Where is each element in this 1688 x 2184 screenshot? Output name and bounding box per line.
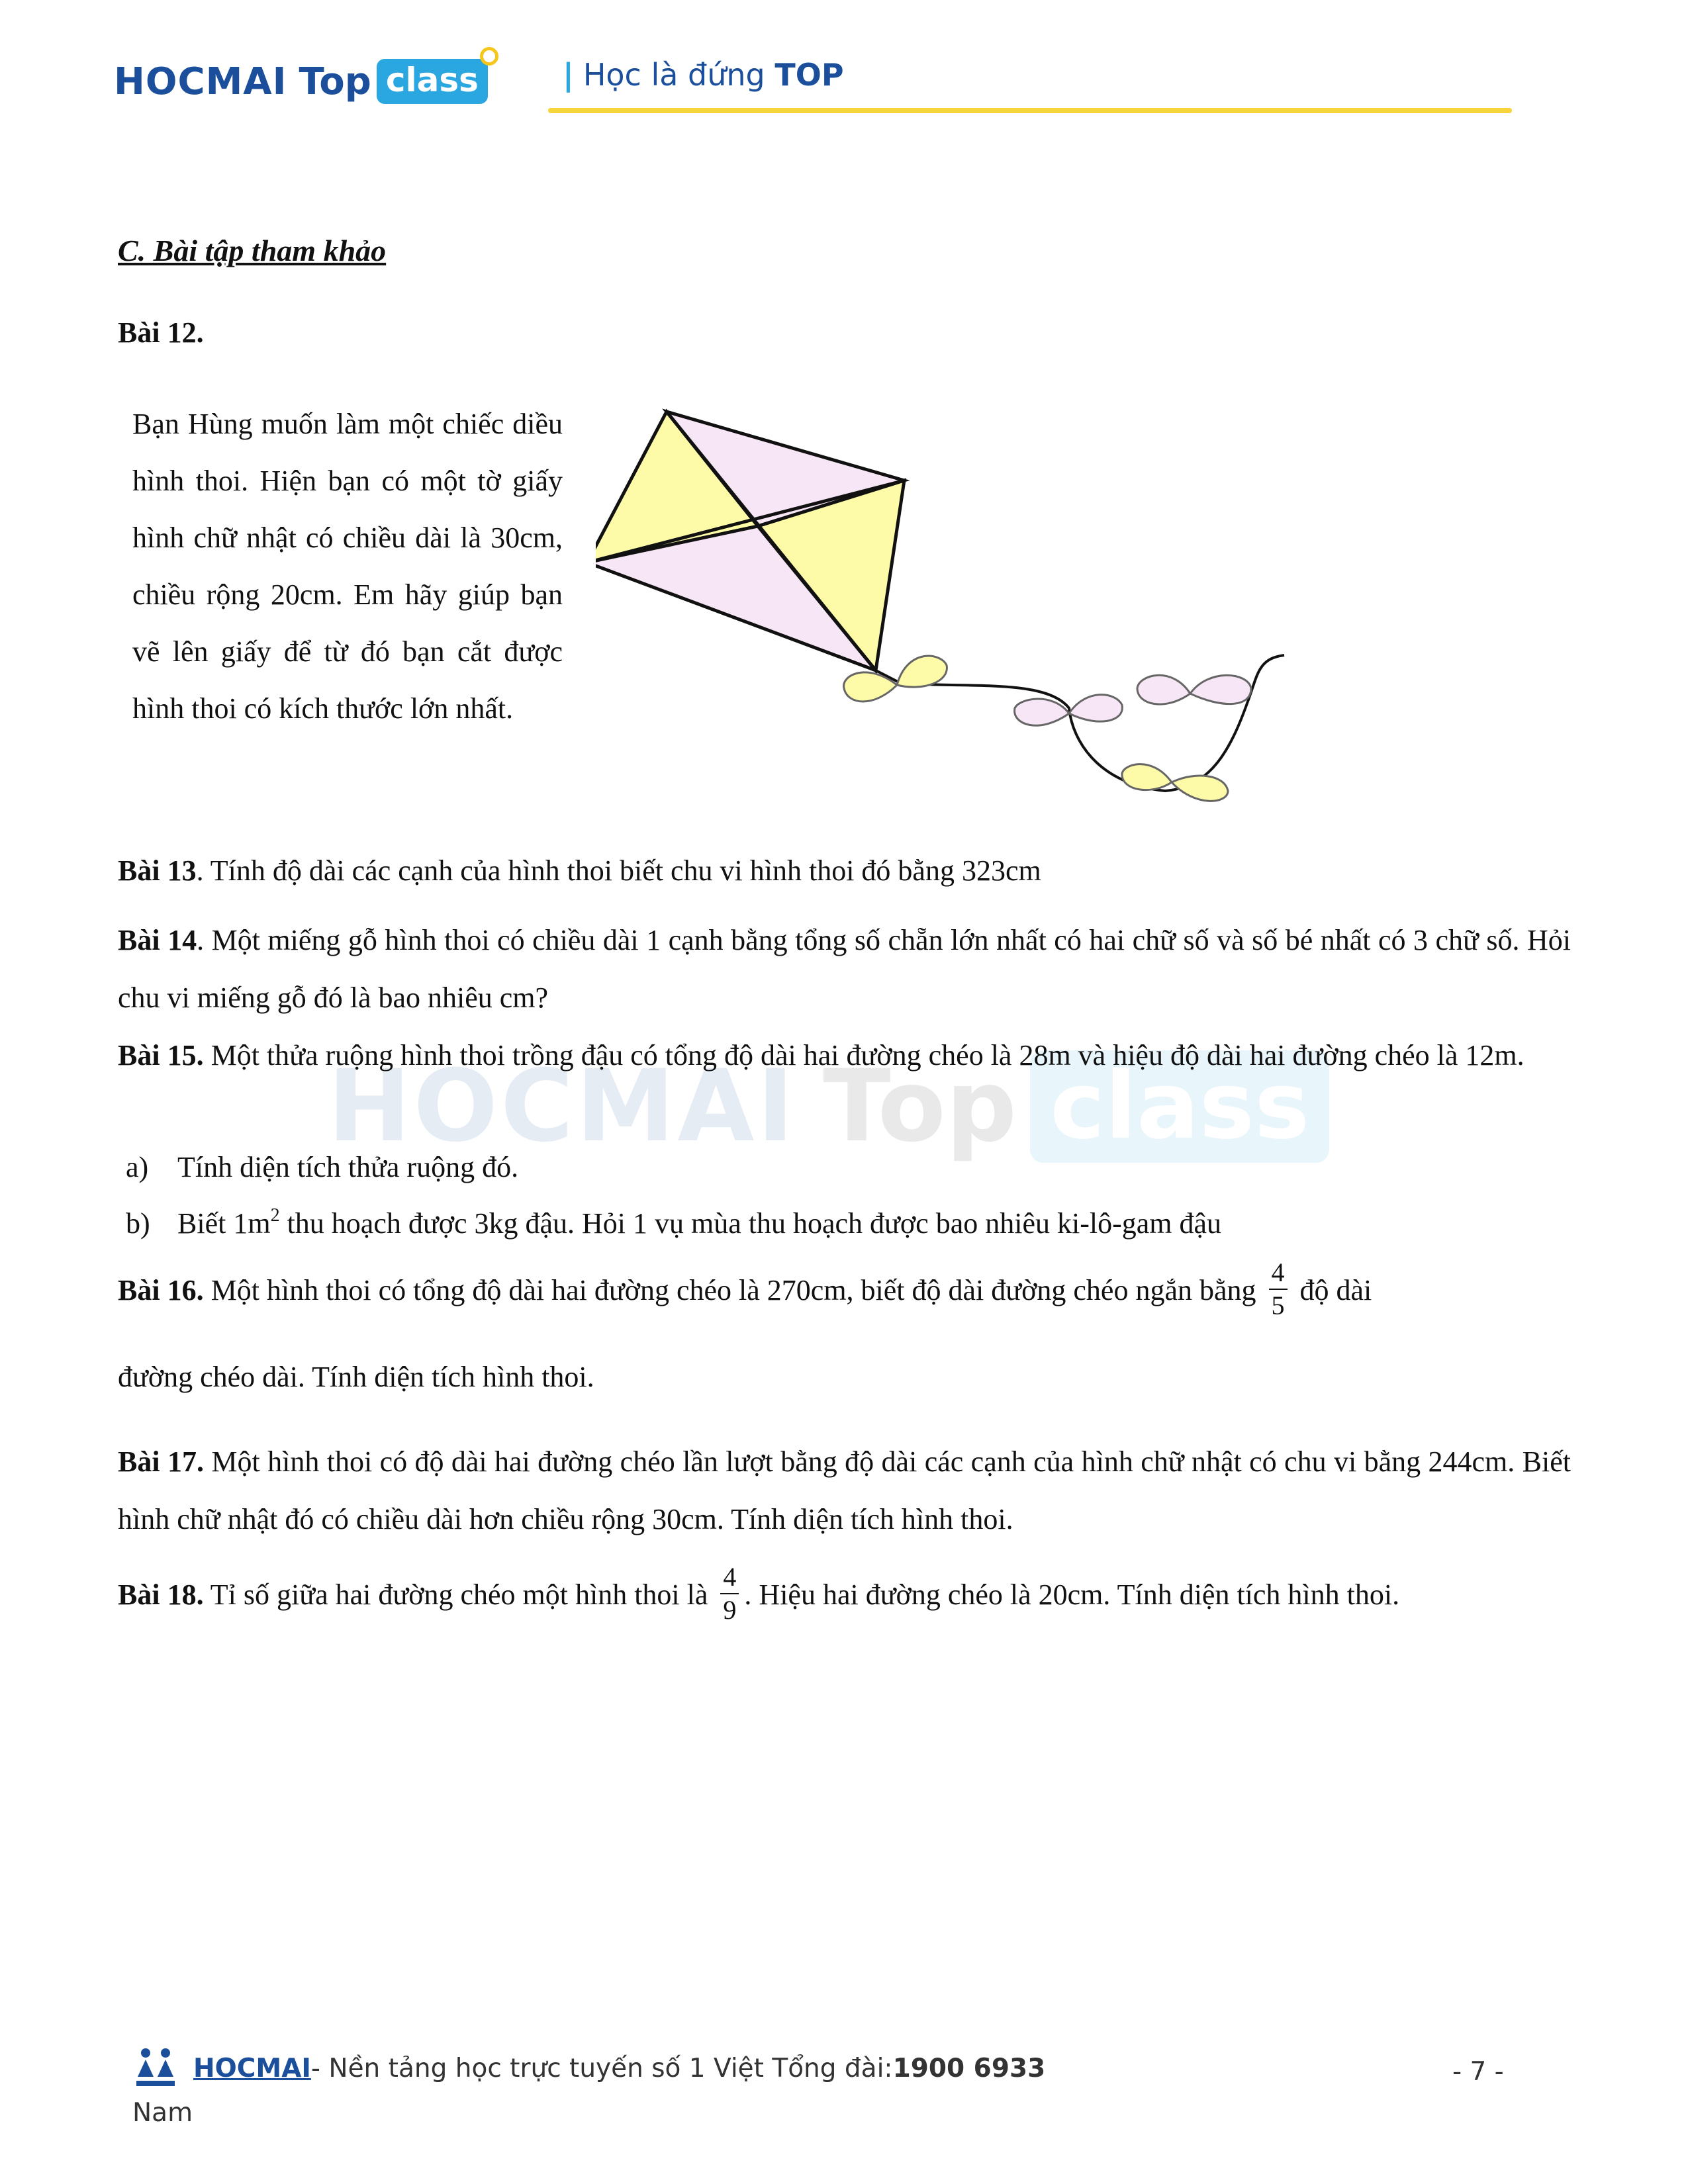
logo-hocmai-text: HOCMAI — [114, 60, 287, 103]
bai18 — [118, 1562, 1400, 1630]
bai16-text-1: Một hình thoi có tổng độ dài hai đường chéo là 270cm, biết độ dài đường chéo ngắn bằng — [203, 1274, 1256, 1307]
footer-hocmai-link[interactable]: HOCMAI — [193, 2053, 311, 2083]
bai13 — [118, 854, 1041, 887]
footer-slogan: - Nền tảng học trực tuyến số 1 Việt — [310, 2053, 764, 2083]
bai17 — [118, 1433, 1571, 1548]
hocmai-people-icon — [132, 2045, 179, 2091]
bai14-label: Bài 14 — [118, 924, 197, 956]
bai15 — [118, 1026, 1571, 1084]
bai15-b-sup: 2 — [270, 1205, 280, 1226]
section-title: C. Bài tập tham khảo — [118, 234, 387, 267]
bai15-text: Một thửa ruộng hình thoi trồng đậu có tổng độ dài hai đường chéo là 28m và hiệu độ dài hai đường chéo là 12m. — [203, 1039, 1524, 1071]
logo-class-text: class — [385, 61, 479, 99]
tagline-divider: | — [563, 57, 574, 93]
bai18-fraction — [720, 1561, 739, 1626]
kite-illustration — [596, 397, 1337, 834]
bai14-text: . Một miếng gỗ hình thoi có chiều dài 1 cạnh bằng tổng số chẵn lớn nhất có hai chữ số và số bé nhất có 3 chữ số. Hỏi chu vi miếng gỗ đó là bao nhiêu cm? — [118, 924, 1571, 1014]
bai16-text-2: độ dài — [1299, 1274, 1372, 1307]
bai15-b-text-1: Biết 1m — [177, 1207, 271, 1240]
bow-3 — [1137, 675, 1251, 704]
bai18-frac-den: 9 — [723, 1595, 737, 1625]
logo-class-badge — [377, 59, 488, 104]
bai16-fraction — [1269, 1257, 1288, 1322]
bai15-a-text: Tính diện tích thửa ruộng đó. — [177, 1151, 519, 1183]
kite-body — [596, 412, 904, 670]
bai16-label: Bài 16. — [118, 1274, 204, 1307]
bai16-line2 — [118, 1360, 594, 1394]
bai16-frac-den: 5 — [1271, 1291, 1285, 1320]
watermark-hocmai: HOCMAI — [328, 1049, 797, 1164]
bai18-text-1: Tỉ số giữa hai đường chéo một hình thoi là — [203, 1578, 708, 1612]
bai16-frac-num: 4 — [1269, 1257, 1288, 1290]
sun-icon — [480, 47, 498, 66]
bai16-line1 — [118, 1257, 1372, 1326]
bai17-label: Bài 17. — [118, 1445, 204, 1478]
bai15-label: Bài 15. — [118, 1039, 204, 1071]
bai12-label: Bài 12. — [118, 316, 204, 349]
tagline-prefix: Học là đứng — [583, 57, 765, 93]
bai15-b-marker: b) — [126, 1207, 150, 1240]
bai14 — [118, 911, 1571, 1026]
page-number: - 7 - — [1452, 2057, 1504, 2087]
bai15-item-b — [126, 1206, 1221, 1240]
watermark-class: class — [1030, 1050, 1329, 1163]
footer — [132, 2045, 1045, 2091]
footer-hotline-number: 1900 6933 — [892, 2053, 1046, 2083]
bai15-a-marker: a) — [126, 1151, 149, 1183]
logo-top-text: Top — [299, 60, 371, 103]
watermark-top: Top — [823, 1049, 1017, 1164]
bai18-text-2: . Hiệu hai đường chéo là 20cm. Tính diện tích hình thoi. — [744, 1578, 1400, 1612]
footer-hotline-label: Tổng đài: — [772, 2053, 893, 2083]
bai18-frac-num: 4 — [720, 1561, 739, 1594]
bai16-text-3: đường chéo dài. Tính diện tích hình thoi. — [118, 1361, 594, 1393]
bai15-item-a — [126, 1150, 518, 1184]
bai13-label: Bài 13 — [118, 854, 197, 887]
bai12-text: Bạn Hùng muốn làm một chiếc diều hình thoi. Hiện bạn có một tờ giấy hình chữ nhật có chiều dài là 30cm, chiều rộng 20cm. Em hãy giúp bạn vẽ lên giấy để từ đó bạn cắt được hình thoi có kích thước lớn nhất. — [132, 408, 563, 725]
bai13-text: . Tính độ dài các cạnh của hình thoi biết chu vi hình thoi đó bằng 323cm — [196, 854, 1041, 887]
footer-wrap-text: Nam — [132, 2098, 193, 2128]
bai18-label: Bài 18. — [118, 1578, 204, 1612]
brand-logo — [114, 52, 488, 111]
tagline-top: TOP — [774, 57, 844, 93]
header-tagline — [563, 57, 844, 93]
header-underline — [548, 108, 1512, 113]
bai17-text: Một hình thoi có độ dài hai đường chéo lần lượt bằng độ dài các cạnh của hình chữ nhật có chu vi bằng 244cm. Biết hình chữ nhật đó có chiều dài hơn chiều rộng 30cm. Tính diện tích hình thoi. — [118, 1445, 1571, 1535]
bai15-b-text-2: thu hoạch được 3kg đậu. Hỏi 1 vụ mùa thu hoạch được bao nhiêu ki-lô-gam đậu — [279, 1207, 1222, 1240]
